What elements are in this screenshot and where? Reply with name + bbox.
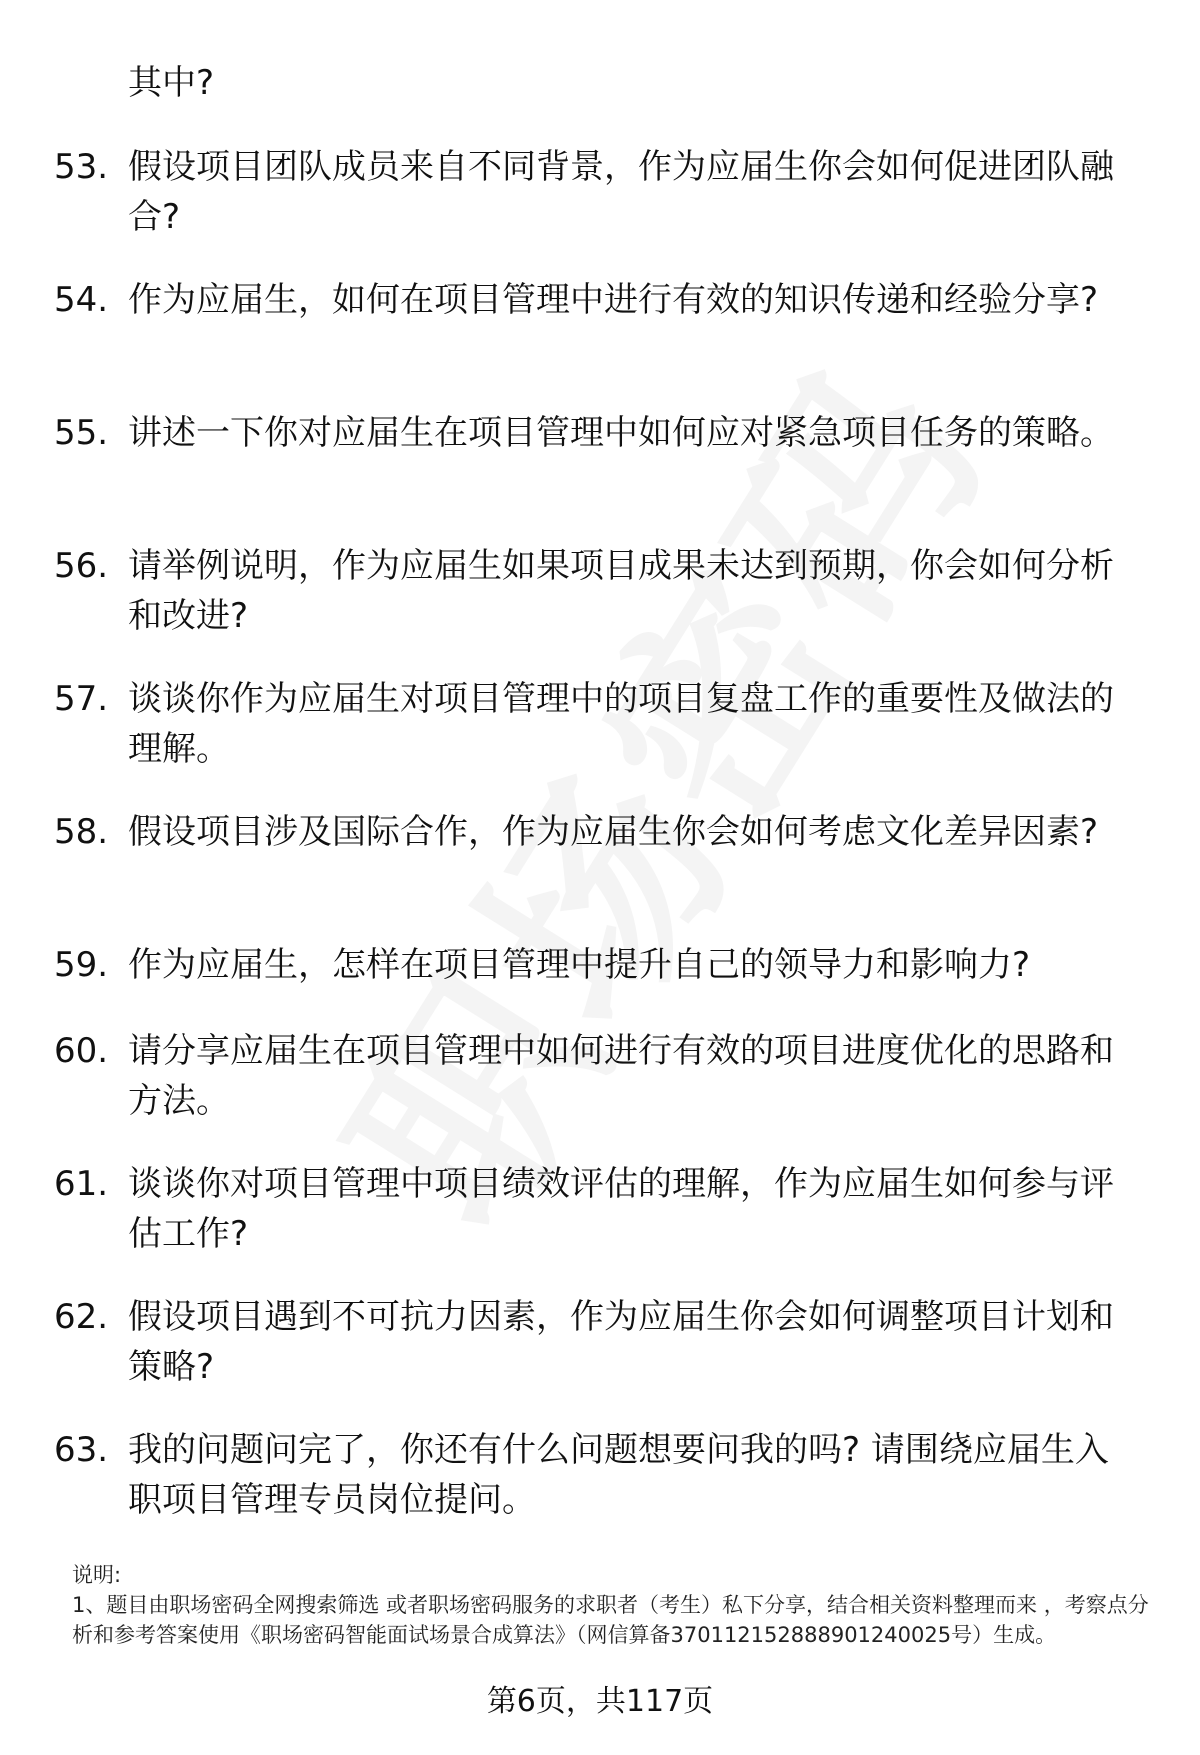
question-text: 作为应届生，怎样在项目管理中提升自己的领导力和影响力?: [128, 945, 1031, 985]
question-text: 假设项目涉及国际合作，作为应届生你会如何考虑文化差异因素?: [128, 812, 1099, 852]
question-number: 53.: [54, 147, 109, 187]
question-text: 假设项目遇到不可抗力因素，作为应届生你会如何调整项目计划和策略?: [128, 1297, 1114, 1387]
list-item: [0, 408, 1200, 541]
note-title: 说明:: [72, 1563, 122, 1587]
list-item: [0, 142, 1200, 275]
question-number: 59.: [54, 945, 109, 985]
question-text: 请分享应届生在项目管理中如何进行有效的项目进度优化的思路和方法。: [128, 1031, 1114, 1121]
question-number: 56.: [54, 546, 109, 586]
question-number: 57.: [54, 679, 109, 719]
question-text: 谈谈你对项目管理中项目绩效评估的理解，作为应届生如何参与评估工作?: [128, 1164, 1114, 1254]
question-number: 58.: [54, 812, 109, 852]
question-text: 请举例说明，作为应届生如果项目成果未达到预期，你会如何分析和改进?: [128, 546, 1114, 636]
list-item: [0, 807, 1200, 940]
question-text: 谈谈你作为应届生对项目管理中的项目复盘工作的重要性及做法的理解。: [128, 679, 1114, 769]
page-number: 第6页，共117页: [486, 1684, 714, 1719]
question-text: 我的问题问完了，你还有什么问题想要问我的吗? 请围绕应届生入职项目管理专员岗位提问。: [128, 1430, 1109, 1520]
question-number: 62.: [54, 1297, 109, 1337]
question-text: 讲述一下你对应届生在项目管理中如何应对紧急项目任务的策略。: [128, 413, 1114, 453]
list-item: [0, 541, 1200, 674]
list-item: [0, 1026, 1200, 1159]
question-list: [0, 142, 1200, 1558]
question-number: 60.: [54, 1031, 109, 1071]
list-item: [0, 1159, 1200, 1292]
question-number: 54.: [54, 280, 109, 320]
list-item: [0, 1425, 1200, 1558]
question-text: 作为应届生，如何在项目管理中进行有效的知识传递和经验分享?: [128, 280, 1099, 320]
question-number: 55.: [54, 413, 109, 453]
list-item: [0, 674, 1200, 807]
list-item: [0, 940, 1200, 1026]
question-number: 61.: [54, 1164, 109, 1204]
question-number: 63.: [54, 1430, 109, 1470]
note-body: 1、题目由职场密码全网搜索筛选 或者职场密码服务的求职者（考生）私下分享，结合相关资料整理而来 ，考察点分析和参考答案使用《职场密码智能面试场景合成算法》（网信算备370112152888901240025号）生成。: [72, 1593, 1149, 1647]
list-item: [0, 1292, 1200, 1425]
question-continuation: 其中?: [128, 63, 215, 103]
explanation-note: [72, 1560, 1152, 1650]
list-item: [0, 275, 1200, 408]
question-text: 假设项目团队成员来自不同背景，作为应届生你会如何促进团队融合?: [128, 147, 1114, 237]
